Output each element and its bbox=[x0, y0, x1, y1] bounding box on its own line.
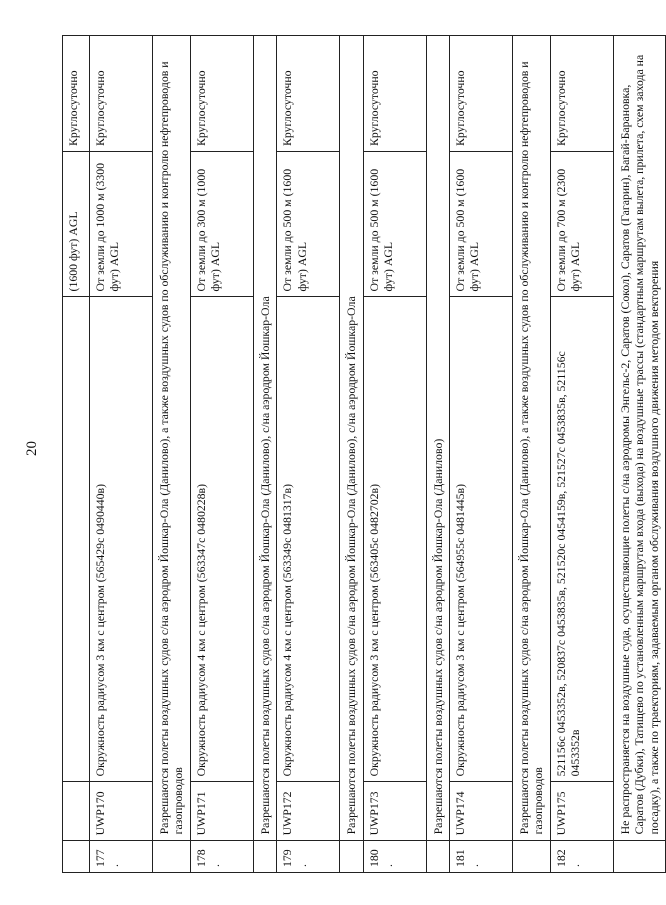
table-row bbox=[63, 36, 90, 873]
zone-note: Разрешаются полеты воздушных судов с/на аэродром Йошкар-Ола (Данилово), с/на аэродром Йошкар-Ола bbox=[253, 36, 276, 841]
table-row bbox=[363, 36, 426, 873]
zone-id: UWP174 bbox=[449, 782, 512, 841]
zone-id: UWP175 bbox=[550, 782, 613, 841]
time-cell: Круглосуточно bbox=[190, 36, 253, 152]
altitude-cell: От земли до 700 м (2300 фут) AGL bbox=[550, 151, 613, 296]
table-row bbox=[277, 36, 340, 873]
altitude-cell: (1600 фут) AGL bbox=[63, 151, 90, 296]
note-row bbox=[153, 36, 191, 873]
zone-description: 521156с 0453352в, 520837с 0453835в, 521520с 0454159в, 521527с 0453835в, 521156с 0453352в bbox=[550, 297, 613, 782]
table-row bbox=[550, 36, 613, 873]
rotated-table-container bbox=[62, 35, 661, 873]
zone-description: Окружность радиусом 4 км с центром (563347с 0480228в) bbox=[190, 297, 253, 782]
zone-id: UWP170 bbox=[90, 782, 153, 841]
zone-description: Окружность радиусом 3 км с центром (565429с 0490440в) bbox=[90, 297, 153, 782]
zone-description: Окружность радиусом 4 км с центром (563349с 0481317в) bbox=[277, 297, 340, 782]
note-row bbox=[253, 36, 276, 873]
zone-note: Разрешаются полеты воздушных судов с/на аэродром Йошкар-Ола (Данилово), с/на аэродром Йошкар-Ола bbox=[340, 36, 363, 841]
zone-description: Окружность радиусом 3 км с центром (564955с 0481445в) bbox=[449, 297, 512, 782]
altitude-cell: От земли до 500 м (1600 фут) AGL bbox=[277, 151, 340, 296]
altitude-cell: От земли до 500 м (1600 фут) AGL bbox=[449, 151, 512, 296]
row-number: 178. bbox=[190, 841, 253, 873]
altitude-cell: От земли до 1000 м (3300 фут) AGL bbox=[90, 151, 153, 296]
row-number: 180. bbox=[363, 841, 426, 873]
note-row bbox=[613, 36, 665, 873]
zone-note: Не распространяется на воздушные суда, осуществляющие полеты с/на аэродромы Энгельс-2, Саратов (Сокол), Саратов (Гагарин), Багай-Барановка, Саратов (Дубки), Татищево по установленным маршрутам входа (выхода) на воздушные трассы (стандартным маршрутам вылета, прилета, схем захода на посадку), а также по траекториям, задаваемым органом обслуживания воздушного движения методом векторения bbox=[613, 36, 665, 841]
table-row bbox=[449, 36, 512, 873]
time-cell: Круглосуточно bbox=[449, 36, 512, 152]
altitude-cell: От земли до 300 м (1000 фут) AGL bbox=[190, 151, 253, 296]
zone-description: Окружность радиусом 3 км с центром (563405с 0482702в) bbox=[363, 297, 426, 782]
note-row bbox=[340, 36, 363, 873]
zone-id: UWP171 bbox=[190, 782, 253, 841]
zone-note: Разрешаются полеты воздушных судов с/на аэродром Йошкар-Ола (Данилово), а также воздушных судов по обслуживанию и контролю нефтепроводов и газопроводов bbox=[153, 36, 191, 841]
time-cell: Круглосуточно bbox=[363, 36, 426, 152]
altitude-cell: От земли до 500 м (1600 фут) AGL bbox=[363, 151, 426, 296]
zone-note: Разрешаются полеты воздушных судов с/на аэродром Йошкар-Ола (Данилово) bbox=[426, 36, 449, 841]
table-row bbox=[90, 36, 153, 873]
restricted-zones-table bbox=[62, 35, 666, 873]
time-cell: Круглосуточно bbox=[550, 36, 613, 152]
row-number: 182. bbox=[550, 841, 613, 873]
zone-note: Разрешаются полеты воздушных судов с/на аэродром Йошкар-Ола (Данилово), а также воздушных судов по обслуживанию и контролю нефтепроводов и газопроводов bbox=[512, 36, 550, 841]
row-number: 177. bbox=[90, 841, 153, 873]
time-cell: Круглосуточно bbox=[63, 36, 90, 152]
zone-id: UWP172 bbox=[277, 782, 340, 841]
time-cell: Круглосуточно bbox=[277, 36, 340, 152]
time-cell: Круглосуточно bbox=[90, 36, 153, 152]
table-row bbox=[190, 36, 253, 873]
page-number: 20 bbox=[23, 441, 40, 456]
note-row bbox=[426, 36, 449, 873]
zone-id: UWP173 bbox=[363, 782, 426, 841]
row-number: 179. bbox=[277, 841, 340, 873]
note-row bbox=[512, 36, 550, 873]
row-number: 181. bbox=[449, 841, 512, 873]
